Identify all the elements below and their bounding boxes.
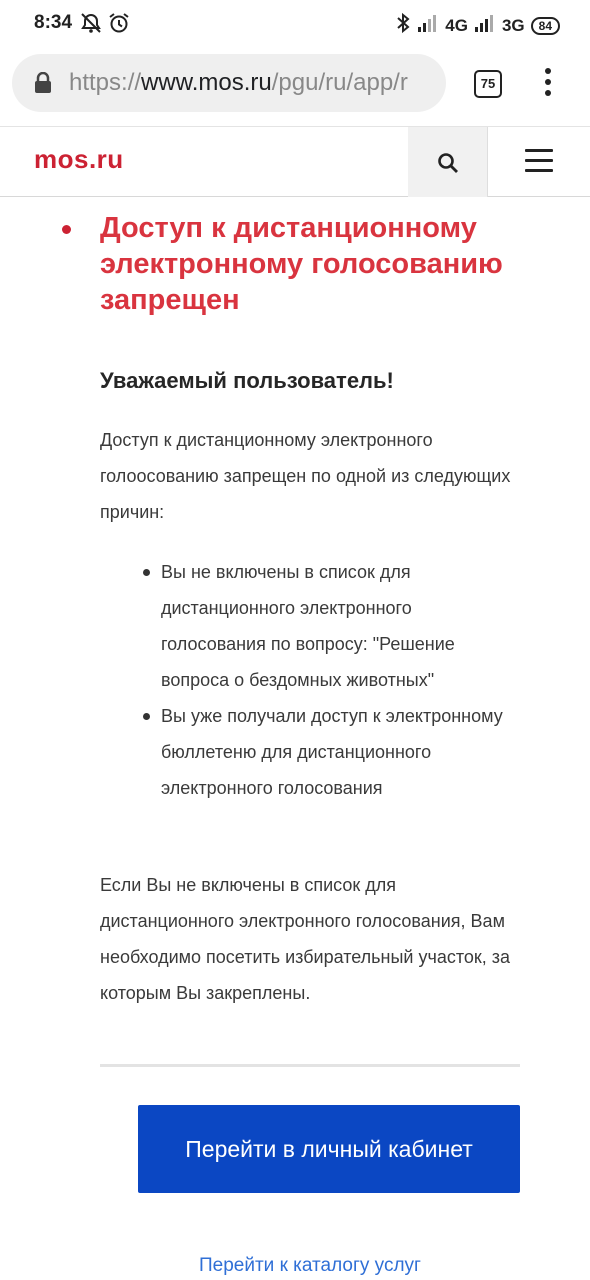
bluetooth-icon xyxy=(395,12,411,39)
lock-icon[interactable] xyxy=(34,72,52,99)
list-item: Вы уже получали доступ к электронному бюллетеню для дистанционного электронного голосования xyxy=(140,698,520,806)
network-type-1: 4G xyxy=(445,15,468,35)
site-logo[interactable]: mos.ru xyxy=(34,144,124,174)
status-time: 8:34 xyxy=(34,12,73,33)
url-scheme: https:// xyxy=(69,69,142,96)
intro-text: Доступ к дистанционному электронного голоосованию запрещен по одной из следующих причин: xyxy=(100,430,511,522)
site-header xyxy=(0,126,590,197)
error-bullet xyxy=(62,225,71,234)
reasons-list xyxy=(140,554,520,806)
error-title: Доступ к дистанционному электронному голосованию запрещен xyxy=(100,212,503,316)
status-bar xyxy=(0,0,590,50)
tabs-icon[interactable]: 75 xyxy=(474,70,502,98)
address-bar[interactable] xyxy=(12,54,446,112)
signal-roaming-icon xyxy=(474,13,496,38)
search-button[interactable] xyxy=(408,127,488,197)
network-type-2: 3G xyxy=(501,15,525,35)
search-icon xyxy=(437,152,459,174)
personal-cabinet-button[interactable]: Перейти в личный кабинет xyxy=(138,1105,520,1193)
url-text[interactable] xyxy=(69,69,429,97)
alarm-off-icon xyxy=(80,12,102,39)
status-indicators xyxy=(395,12,560,39)
signal-icon xyxy=(417,13,439,38)
list-item: Вы не включены в список для дистанционного электронного голосования по вопросу: "Решение вопроса о бездомных животных" xyxy=(140,554,520,698)
advice-text: Если Вы не включены в список для дистанционного электронного голосования, Вам необходимо посетить избирательный участок, за которым Вы закреплены. xyxy=(100,875,511,1003)
divider xyxy=(100,1064,520,1067)
battery-indicator: 84 xyxy=(531,17,560,35)
url-domain: www.mos.ru xyxy=(141,69,272,96)
greeting-heading: Уважаемый пользователь! xyxy=(100,368,394,393)
menu-icon[interactable] xyxy=(525,149,553,175)
alarm-icon xyxy=(108,12,130,39)
more-vert-icon[interactable] xyxy=(539,68,557,100)
url-path: /pgu/ru/app/r xyxy=(271,69,408,96)
services-catalog-link[interactable]: Перейти к каталогу услуг xyxy=(199,1255,421,1276)
